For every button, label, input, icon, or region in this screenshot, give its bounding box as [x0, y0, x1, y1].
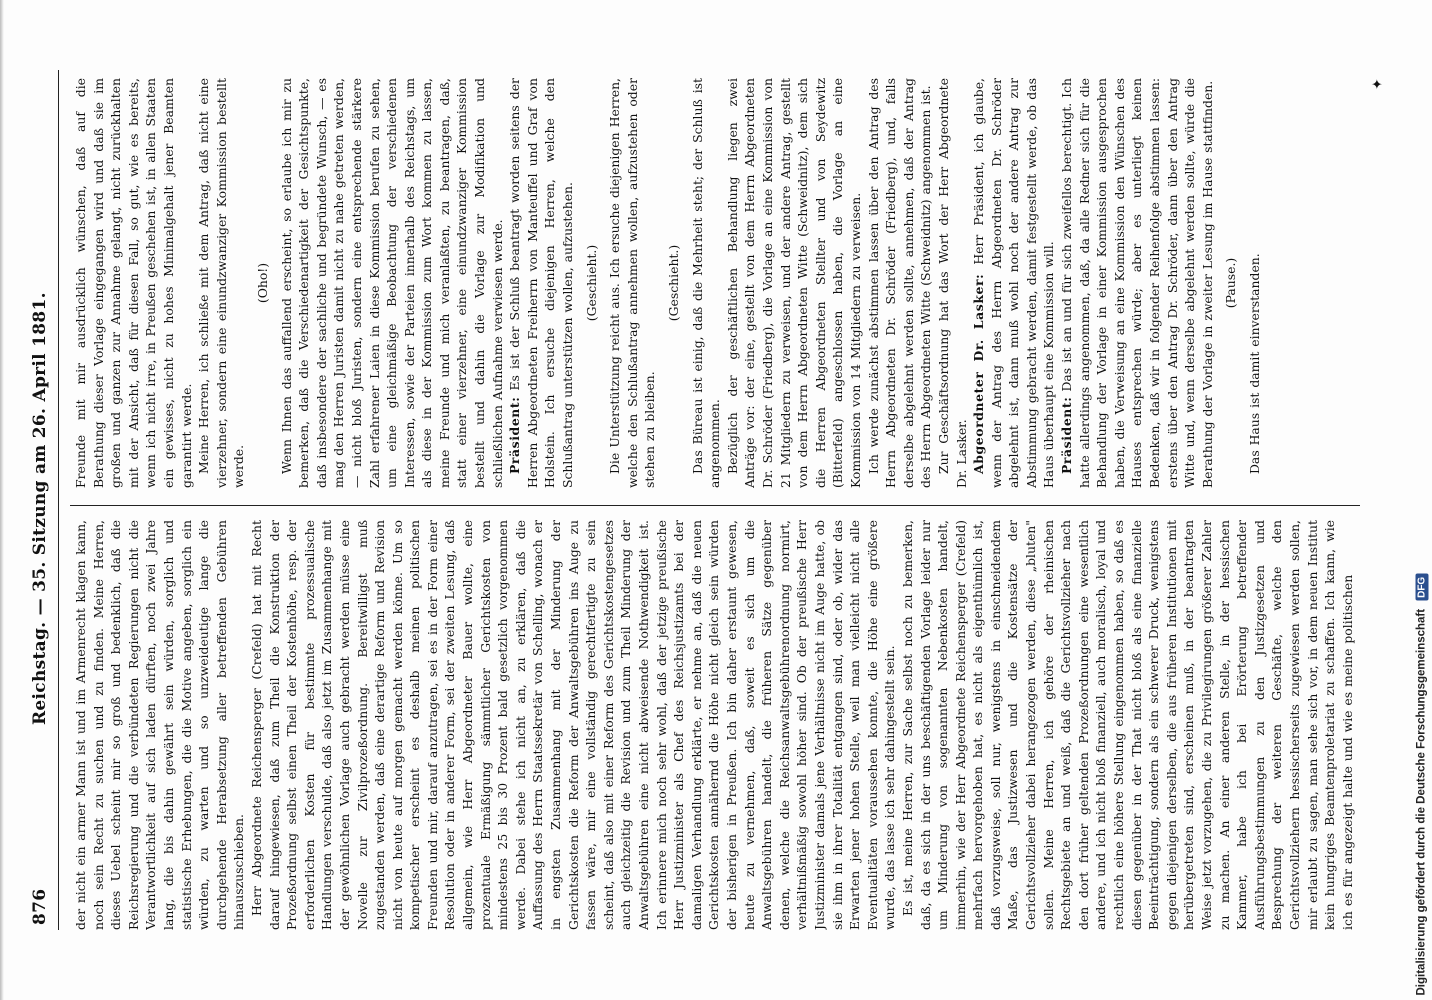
page-number: 876 — [30, 888, 50, 925]
speech-text: Herr Präsident, ich glaube, wenn der Antrag des Herrn Abgeordneten Dr. Schröder abgelehnt ist, dann muß wohl noch der andere Antrag zur Abstimmung gebracht werden, damit festgestellt werde, ob das Haus überhaupt eine Kommission will. — [971, 78, 1057, 488]
paragraph: Die Unterstützung reicht aus. Ich ersuche diejenigen Herren, welche den Schlußantrag annehmen wollen, aufzustehen oder stehen zu bleiben. — [607, 78, 658, 488]
reaction: (Geschieht.) — [666, 244, 681, 322]
reaction: (Pause.) — [1223, 257, 1239, 309]
page-title: Reichstag. — 35. Sitzung am 26. April 1881. — [30, 292, 50, 725]
paragraph: Das Haus ist damit einverstanden. — [1247, 253, 1262, 474]
reaction: (Geschieht.) — [583, 244, 599, 322]
dfg-logo: DFG — [1415, 573, 1428, 600]
speech-paragraph — [506, 78, 576, 488]
paragraph: Meine Herren, ich schließe mit dem Antrag, daß nicht eine vierzehner, sondern eine einundzwanziger Kommission bestellt werde. — [196, 78, 247, 488]
speech-text: Das ist an und für sich zweifellos berechtigt. Ich hatte allerdings angenommen, daß, da alle Redner sich für die Behandlung der Vorlage in einer Kommission ausgesprochen haben, die Verweisung an eine Kommission den Wünschen des Hauses entsprechen würde; aber es unterliegt keinen Bedenken, daß wir in folgender Reihenfolge abstimmen lassen: erstens über den Antrag Dr. Schröder, dann über den Antrag Witte und, wenn derselbe abgelehnt werden sollte, würde die Berathung der Vorlage in zweiter Lesung im Hause stattfinden. — [1059, 78, 1215, 488]
dfg-watermark — [1410, 10, 1432, 995]
speech-paragraph — [1058, 78, 1216, 488]
right-column — [72, 78, 1372, 488]
paragraph: Wenn Ihnen das auffallend erscheint, so erlaube ich mir zu bemerken, daß die Verschiedenartigkeit der Gesichtspunkte, daß insbesondere der sachliche und begründete Wunsch, — es mag den Herren Juristen damit nicht zu nahe getreten werden, — nicht bloß Juristen, sondern eine entsprechende stärkere Zahl erfahrener Laien in diese Kommission berufen zu sehen, um eine gleichmäßige Beobachtung der verschiedenen Interessen, sowie der Parteien innerhalb des Reichstags, um als diese in der Kommission zum Wort kommen zu lassen, meine Freunde und mich veranlaßten, zu beantragen, daß, statt einer vierzehner, eine einundzwanziger Kommission bestellt und dahin die Vorlage zur Modifikation und schließlichen Aufnahme verwiesen werde. — [278, 78, 505, 488]
speech-paragraph — [970, 78, 1058, 488]
paragraph: Zur Geschäftsordnung hat das Wort der Herr Abgeordnete Dr. Lasker. — [935, 78, 969, 488]
watermark-text: Digitalisierung gefördert durch die Deutsche Forschungsgemeinschaft — [1415, 608, 1427, 995]
paragraph: Ich werde zunächst abstimmen lassen über den Antrag des Herrn Abgeordneten Dr. Schröder (Friedberg), und, falls derselbe abgelehnt werden sollte, annehmen, daß der Antrag des Herrn Abgeordneten Witte (Schweidnitz) angenommen ist. — [865, 78, 934, 488]
speaker-label: Abgeordneter Dr. Lasker: — [971, 273, 987, 474]
speaker-label: Präsident: — [1059, 396, 1075, 474]
paragraph: Das Büreau ist einig, daß die Mehrheit steht; der Schluß ist angenommen. — [689, 78, 723, 488]
paragraph: Freunde mit mir ausdrücklich wünschen, daß auf die Berathung dieser Vorlage eingegangen wird und daß sie im großen und ganzen zur Annahme gelangt, nicht zurückhalten mit der Ansicht, daß für diesen Fall, so gut, wie es bereits, wenn ich nicht irre, in Preußen geschehen ist, in allen Staaten ein gewisses, nicht zu hohes Minimalgehalt jener Beamten garantirt werde. — [73, 78, 194, 488]
paragraph: Bezüglich der geschäftlichen Behandlung liegen zwei Anträge vor: der eine, gestellt von dem Herrn Abgeordneten Dr. Schröder (Friedberg), die Vorlage an eine Kommission von 21 Mitgliedern zu verweisen, und der andere Antrag, gestellt von dem Herrn Abgeordneten Witte (Schweidnitz), dem sich die Herren Abgeordneten Stellter und von Seydewitz (Bitterfeld) angeschlossen haben, die Vorlage an eine Kommission von 14 Mitgliedern zu verweisen. — [724, 78, 863, 488]
page-header — [30, 80, 56, 925]
ornament-mark: ✦ — [1370, 78, 1386, 90]
header-rule — [58, 70, 59, 930]
speech-text: Es ist der Schluß beantragt worden seitens der Herren Abgeordneten Freiherrn von Manteuffel und Graf von Holstein. Ich ersuche diejenigen Herren, welche den Schlußantrag unterstützen wollen, aufzustehen. — [507, 78, 576, 488]
paragraph: Es ist, meine Herren, zur Sache selbst noch zu bemerken, daß, da es sich in der uns beschäftigenden Vorlage leider nur um Minderung von sogenannten Nebenkosten handelt, immerhin, wie der Herr Abgeordnete Reichensperger (Crefeld) mehrfach hervorgehoben hat, es nicht als eigenthümlich ist, daß vorzugsweise, soll nur, wenigstens in einschneidendem Maße, das Justizwesen und die Kostensätze der Gerichtsvollzieher dabei herangezogen werden, diese „bluten" sollen. Meine Herren, ich gehöre der rheinischen Rechtsgebiete an und weiß, daß die Gerichtsvollzieher nach den dort früher geltenden Prozeßordnungen eine wesentlich andere, und ich nicht bloß finanziell, auch moralisch, loyal und rechtlich eine höhere Stellung eingenommen haben, so daß es diesen gegenüber in der That nicht bloß als eine finanzielle Beeinträchtigung, sondern als ein schwerer Druck, wenigstens gegen diejenigen derselben, die aus früheren Institutionen mit herübergetreten sind, erscheinen muß, in der beantragten Weise jetzt vorzugehen, die zu Privilegirungen größerer Zahler zu machen. An einer anderen Stelle, in der hessischen Kammer, habe ich bei Erörterung betreffender Ausführungsbestimmungen zu den Justizgesetzen und Besprechung der weiteren Geschäfte, welche den Gerichtsvollziehern hessischerseits zugewiesen werden sollen, mir erlaubt zu sagen, man sehe sich vor, in dem neuen Institut kein hungriges Beamtenproletariat zu schaffen. Ich kann, wie ich es für angezeigt halte und wie es meine politischen — [899, 520, 1355, 930]
left-column — [72, 520, 1372, 930]
paragraph: Herr Abgeordnete Reichensperger (Crefeld) hat mit Recht darauf hingewiesen, daß zum Theil die Konstruktion der Prozeßordnung selbst einen Theil der Kostenhöhe, resp. der erforderlichen Kosten für bestimmte prozessualische Handlungen verschulde, daß also jetzt im Zusammenhange mit der gewöhnlichen Vorlage auch gebracht werden müsse eine Novelle zur Zivilprozeßordnung. Bereitwilligst muß zugestanden werden, daß eine derartige Reform und Revision nicht von heute auf morgen gemacht werden könne. Um so kompetischer erscheint es deshalb meinen politischen Freunden und mir, darauf anzutragen, sei es in der Form einer Resolution oder in anderer Form, sei der zweiten Lesung, daß allgemein, wie Herr Abgeordneter Bauer wollte, eine prozentuale Ermäßigung sämmtlicher Gerichtskosten von mindestens 25 bis 30 Prozent bald gesetzlich vorgenommen werde. Dabei stehe ich nicht an, zu erklären, daß die Auffassung des Herrn Staatssekretär von Schelling, wonach er in engsten Zusammenhang mit der Minderung der Gerichtskosten die Reform der Anwaltsgebühren ins Auge zu fassen wäre, mir eine vollständig gerechtfertigte zu sein scheint, daß also mit einer Reform des Gerichtskostengesetzes auch gleichzeitig die Revision und zum Theil Minderung der Anwaltsgebühren eine nicht abweisende Nothwendigkeit ist. Ich erinnere mich noch sehr wohl, daß der jetzige preußische Herr Justizminister als Chef des Reichsjustizamts bei der damaligen Verhandlung erklärte, er nehme an, daß die neuen Gerichtskosten annähernd die Höhe nicht gleich sein würden der bisherigen in Preußen. Ich bin daher erstaunt gewesen, heute zu vernehmen, daß, soweit es sich um die Anwaltsgebühren handelt, die früheren Sätze gegenüber denen, welche die Reichsanwaltsgebührenordnung normirt, verhältnißmäßig sowohl höher sind. Ob der preußische Herr Justizminister damals jene Verhältnisse nicht im Auge hatte, ob sie ihm in ihrer Totalität entgangen sind, oder ob, wider das Erwarten jener hohen Stelle, weil man vielleicht nicht alle Eventualitäten voraussehen konnte, die Höhe eine größere wurde, das lasse ich sehr dahingestellt sein. — [248, 520, 898, 930]
reaction: (Oho!) — [254, 262, 270, 304]
speaker-label: Präsident: — [507, 396, 523, 474]
column-rule — [70, 505, 1360, 506]
paragraph: der nicht ein armer Mann ist und im Armenrecht klagen kann, noch sein Recht zu suchen und zu finden. Meine Herren, dieses Uebel scheint mir so groß und bedenklich, daß die Reichsregierung und die verbündeten Regierungen nicht die Verantwortlichkeit auf sich laden dürften, noch zwei Jahre lang, die bis dahin gewährt sein würden, sorglich und statistische Erhebungen, die die Motive angeben, sorglich ein würden, zu warten und so unzweideutige lange die durchgehende Herabsetzung aller betreffenden Gebühren hinauszuschieben. — [73, 520, 247, 930]
